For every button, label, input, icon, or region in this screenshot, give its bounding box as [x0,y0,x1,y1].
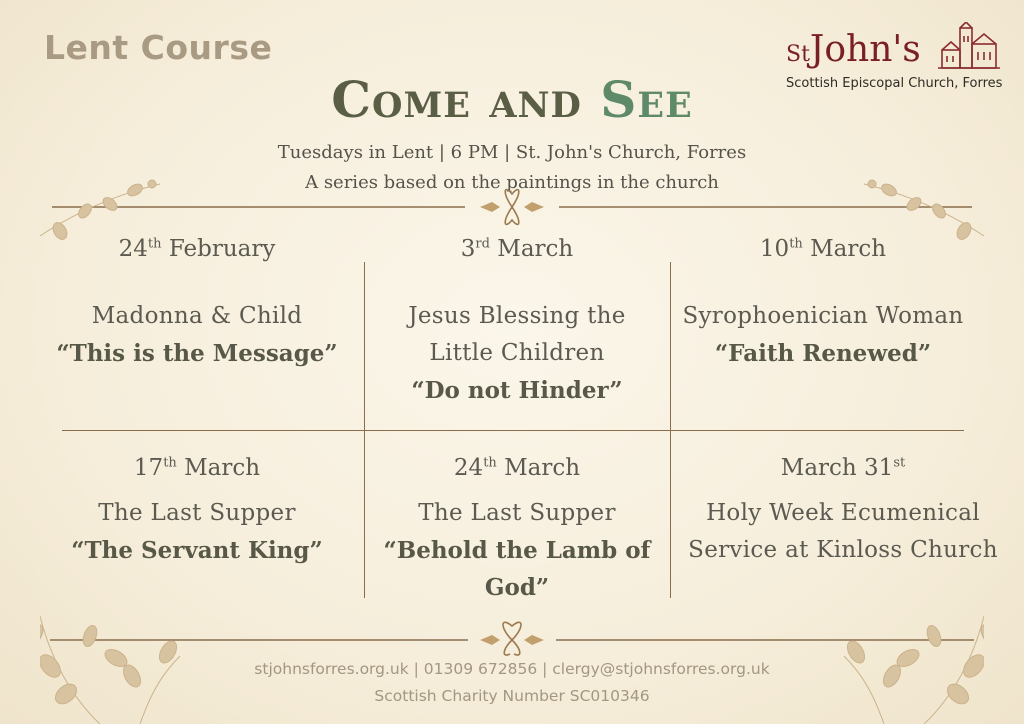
session-date: March 31st [780,455,906,481]
course-label: Lent Course [44,28,273,67]
session-cell [364,236,670,409]
left-vine-icon [40,180,160,242]
title-part-2: See [600,70,693,129]
session-cell [672,455,1014,569]
subtitle-line-1: Tuesdays in Lent | 6 PM | St. John's Church, Forres [277,142,747,163]
subtitle-line-2: A series based on the paintings in the church [305,172,719,193]
logo-subtitle: Scottish Episcopal Church, Forres [786,76,1003,91]
session-date: 3rd March [460,236,574,262]
session-date: 10th March [759,236,887,262]
session-painting: Syrophoenician Woman [682,303,964,329]
session-cell [44,236,350,372]
grid-hline [62,430,964,431]
session-painting: The Last Supper [418,500,616,526]
church-building-icon [938,22,1000,74]
session-date: 24th February [118,236,276,262]
session-theme: “Do not Hinder” [411,377,623,404]
knot-icon [505,190,519,225]
session-cell [670,236,976,372]
session-date: 17th March [133,455,261,481]
bow-icon [503,622,521,655]
session-cell [44,455,350,569]
title-part-1: Come and [331,70,582,129]
session-painting: Madonna & Child [91,303,303,329]
session-painting: Jesus Blessing the Little Children [408,303,626,366]
session-theme: “Behold the Lamb of God” [383,537,651,601]
footer-contact: stjohnsforres.org.uk | 01309 672856 | clergy@stjohnsforres.org.uk [254,660,770,678]
footer-charity: Scottish Charity Number SC010346 [374,687,650,705]
logo-johns: John's [809,29,921,70]
church-logo [786,22,1001,102]
session-theme: “Faith Renewed” [714,340,932,367]
session-theme: “This is the Message” [56,340,338,367]
session-date: 24th March [453,455,581,481]
right-vine-icon [864,180,984,242]
session-cell [364,455,670,606]
session-theme: “The Servant King” [71,537,323,564]
logo-st: St [786,42,810,67]
logo-name [786,29,921,73]
session-painting: Holy Week Ecumenical Service at Kinloss Church [688,500,998,563]
session-painting: The Last Supper [98,500,296,526]
